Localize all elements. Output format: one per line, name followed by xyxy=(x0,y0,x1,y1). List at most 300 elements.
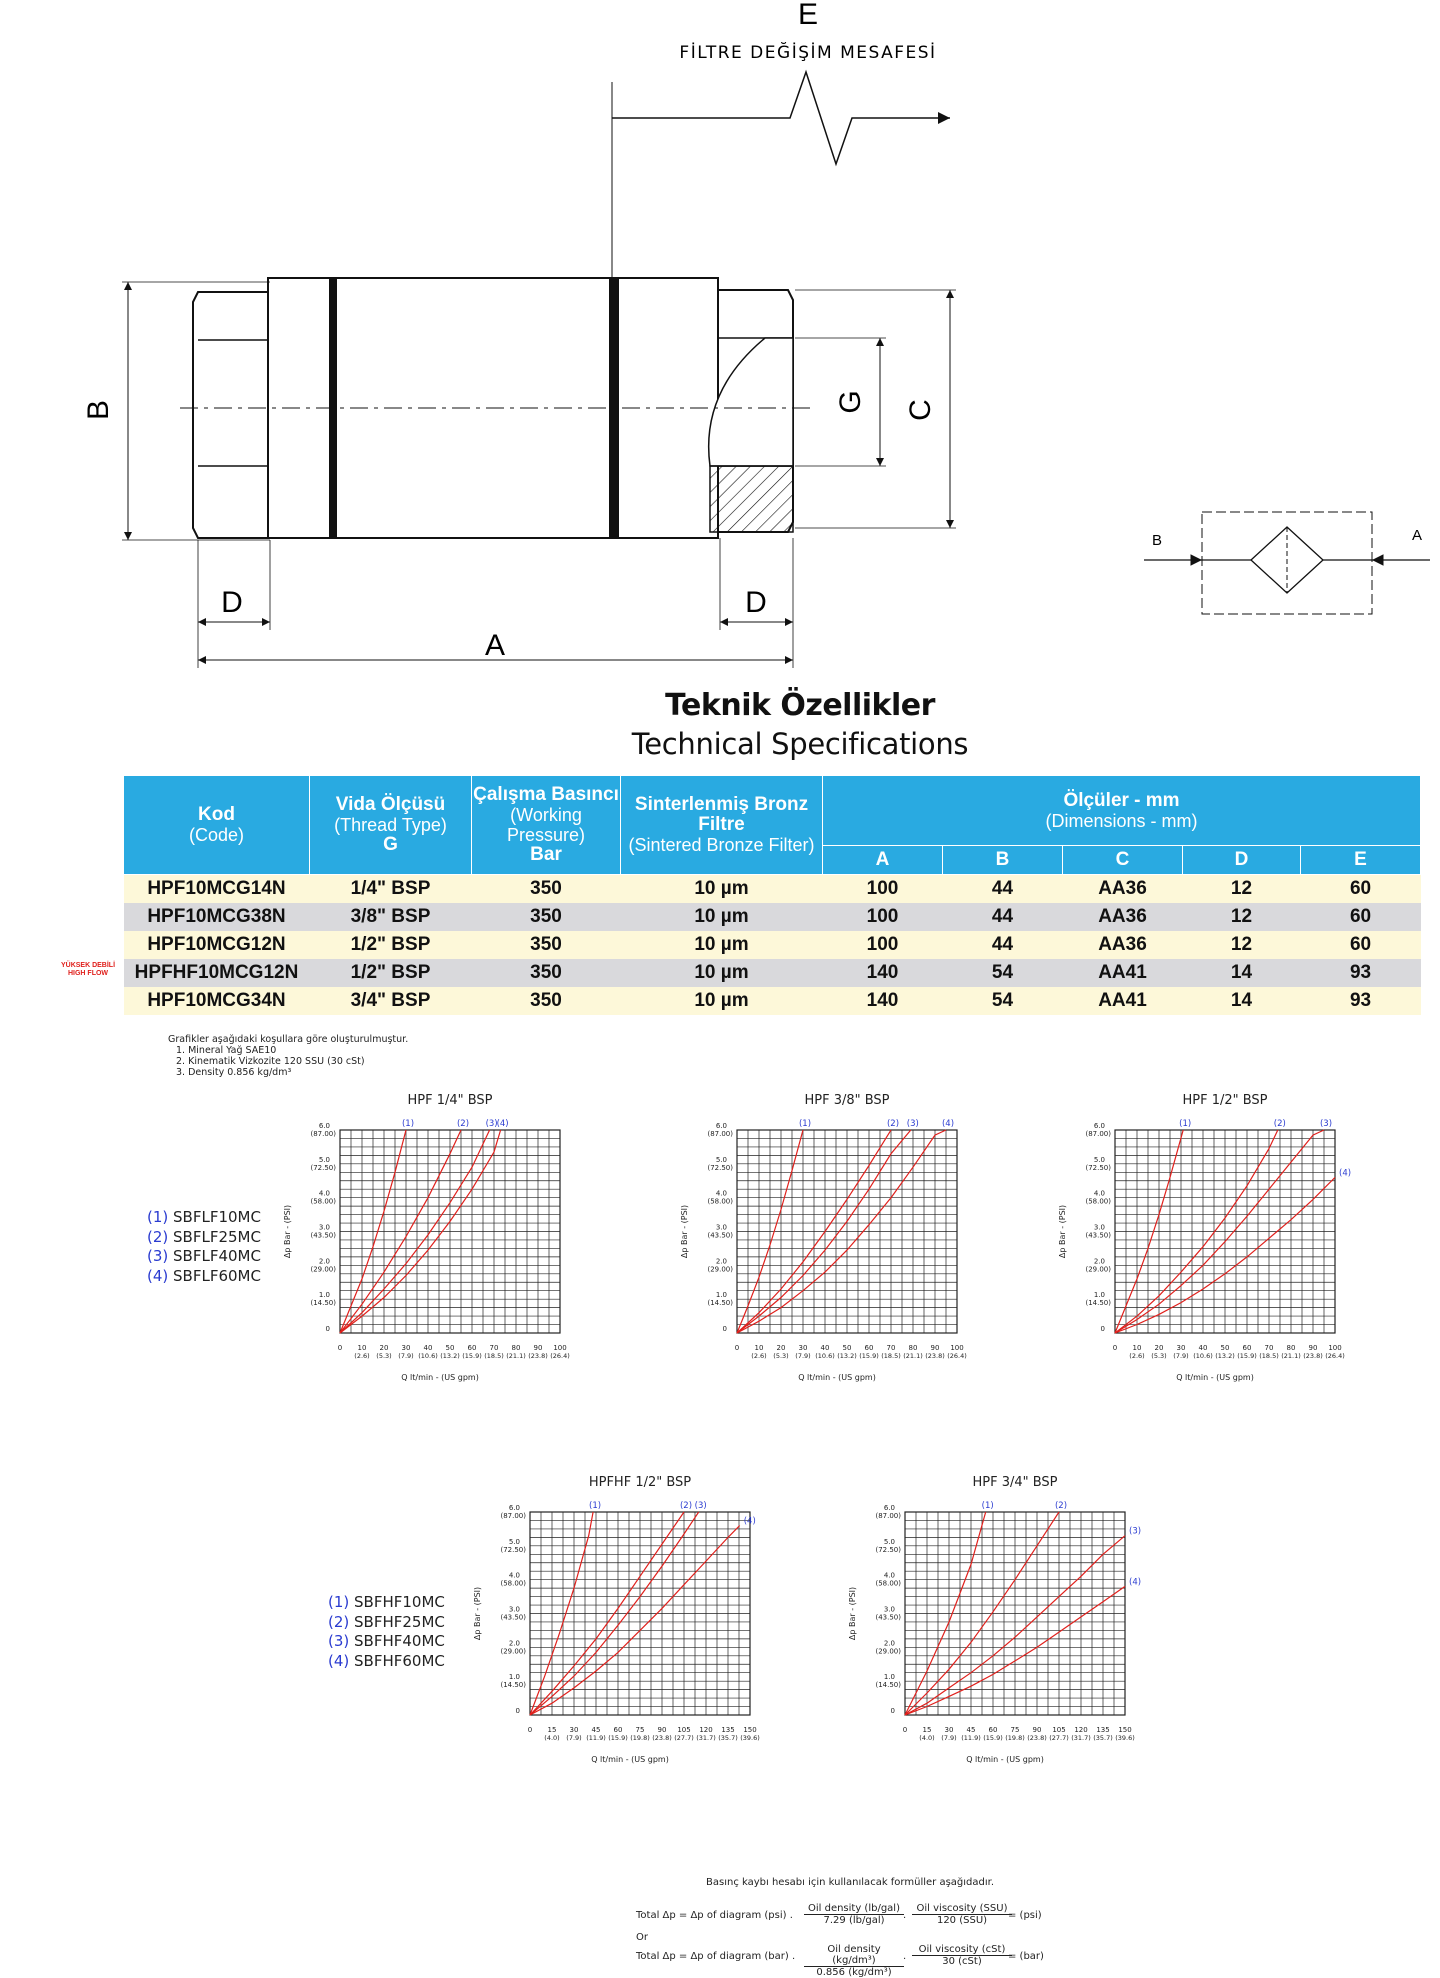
series-label: (2) xyxy=(1273,1119,1286,1129)
y-tick-label: 3.0 xyxy=(508,1605,520,1614)
chart-grid xyxy=(737,1130,957,1333)
cell-b: 44 xyxy=(943,875,1063,904)
cell-filter: 10 µm xyxy=(621,875,823,904)
cell-code: HPF10MCG14N xyxy=(124,875,310,904)
chart-title: HPF 1/2" BSP xyxy=(1182,1093,1268,1108)
x-tick-label: 30 xyxy=(798,1344,808,1352)
cell-d: 14 xyxy=(1183,959,1301,987)
y-tick-sublabel: (14.50) xyxy=(707,1299,733,1308)
formula-line2-suffix: = (bar) xyxy=(1008,1951,1044,1962)
x-tick-sublabel: (21.1) xyxy=(506,1352,526,1360)
formula-line1-frac1: Oil density (lb/gal) 7.29 (lb/gal) xyxy=(804,1903,904,1926)
cell-e: 60 xyxy=(1301,931,1421,959)
title-turkish: Teknik Özellikler xyxy=(665,688,935,723)
x-tick-sublabel: (2.6) xyxy=(1129,1352,1145,1360)
series-label: (3) xyxy=(694,1501,707,1511)
series-label: (4) xyxy=(941,1119,955,1129)
x-tick-sublabel: (15.9) xyxy=(983,1734,1003,1742)
x-tick-label: 10 xyxy=(357,1344,367,1352)
legend-item: (1) SBFHF10MC xyxy=(328,1593,445,1611)
x-tick-label: 0 xyxy=(1112,1344,1118,1352)
x-tick-sublabel: (35.7) xyxy=(718,1734,738,1742)
cell-filter: 10 µm xyxy=(621,987,823,1015)
x-tick-label: 70 xyxy=(886,1344,896,1352)
x-tick-sublabel: (39.6) xyxy=(1115,1734,1135,1742)
b-dimension-label: B xyxy=(82,399,115,421)
y-tick-sublabel: (58.00) xyxy=(1085,1197,1111,1206)
x-tick-label: 80 xyxy=(1286,1344,1296,1352)
y-tick-sublabel: (87.00) xyxy=(875,1512,901,1520)
x-tick-sublabel: (2.6) xyxy=(751,1352,767,1360)
x-tick-sublabel: (13.2) xyxy=(1215,1352,1235,1360)
y-tick-label: 4.0 xyxy=(1093,1189,1105,1198)
formula-line1-prefix: Total Δp = Δp of diagram (psi) . xyxy=(636,1910,793,1921)
cell-thread: 1/4" BSP xyxy=(310,875,472,904)
y-tick-label: 0 xyxy=(890,1707,895,1715)
chart-hpf-12 xyxy=(1045,1085,1440,1445)
x-tick-label: 0 xyxy=(902,1726,908,1734)
x-tick-label: 60 xyxy=(864,1344,874,1352)
x-tick-sublabel: (11.9) xyxy=(961,1734,981,1742)
x-tick-label: 90 xyxy=(1308,1344,1318,1352)
series-label: (1) xyxy=(1179,1119,1192,1129)
y-axis-label: Δp Bar - (PSI) xyxy=(848,1586,857,1641)
filter-symbol xyxy=(1130,500,1430,630)
y-tick-sublabel: (14.50) xyxy=(310,1299,336,1308)
x-tick-sublabel: (7.9) xyxy=(795,1352,811,1360)
y-tick-label: 1.0 xyxy=(1093,1291,1105,1300)
header-thread: Vida Ölçüsü (Thread Type) G xyxy=(310,776,472,875)
x-tick-label: 50 xyxy=(1220,1344,1230,1352)
y-tick-label: 0 xyxy=(325,1325,330,1333)
y-tick-label: 1.0 xyxy=(715,1291,727,1300)
spec-table xyxy=(123,775,1421,1015)
formula-line1-dot: . xyxy=(903,1910,907,1921)
x-tick-label: 90 xyxy=(930,1344,940,1352)
cell-a: 140 xyxy=(823,959,943,987)
x-tick-label: 45 xyxy=(591,1726,601,1734)
x-tick-label: 70 xyxy=(1264,1344,1274,1352)
y-axis-label: Δp Bar - (PSI) xyxy=(680,1204,689,1259)
series-label: (3) xyxy=(906,1119,919,1129)
y-tick-sublabel: (87.00) xyxy=(707,1130,733,1138)
cell-filter: 10 µm xyxy=(621,903,823,931)
chart-grid xyxy=(530,1512,750,1715)
x-tick-sublabel: (4.0) xyxy=(544,1734,560,1742)
cell-code: HPF10MCG34N xyxy=(124,987,310,1015)
g-dimension-label: G xyxy=(834,390,867,414)
x-tick-sublabel: (23.8) xyxy=(925,1352,945,1360)
port-a-label: A xyxy=(1412,527,1423,544)
x-tick-label: 150 xyxy=(743,1726,757,1734)
cell-d: 12 xyxy=(1183,931,1301,959)
x-tick-label: 30 xyxy=(1176,1344,1186,1352)
x-tick-sublabel: (21.1) xyxy=(1281,1352,1301,1360)
formula-line2-frac1: Oil density (kg/dm³) 0.856 (kg/dm³) xyxy=(804,1944,904,1978)
x-tick-sublabel: (15.9) xyxy=(859,1352,879,1360)
cell-pressure: 350 xyxy=(472,959,621,987)
y-tick-label: 0 xyxy=(722,1325,727,1333)
x-tick-sublabel: (5.3) xyxy=(376,1352,392,1360)
table-row xyxy=(124,875,1421,904)
x-tick-label: 0 xyxy=(734,1344,740,1352)
y-tick-label: 2.0 xyxy=(715,1257,727,1266)
cell-b: 54 xyxy=(943,959,1063,987)
x-tick-label: 60 xyxy=(467,1344,477,1352)
cell-code: HPF10MCG12N xyxy=(124,931,310,959)
cell-pressure: 350 xyxy=(472,931,621,959)
table-row xyxy=(124,903,1421,931)
y-tick-label: 2.0 xyxy=(508,1639,520,1648)
x-tick-label: 60 xyxy=(988,1726,998,1734)
cell-filter: 10 µm xyxy=(621,931,823,959)
x-tick-sublabel: (15.9) xyxy=(1237,1352,1257,1360)
cell-thread: 1/2" BSP xyxy=(310,959,472,987)
y-tick-label: 4.0 xyxy=(508,1571,520,1580)
y-tick-label: 3.0 xyxy=(1093,1223,1105,1232)
x-tick-sublabel: (31.7) xyxy=(696,1734,716,1742)
y-axis-label: Δp Bar - (PSI) xyxy=(283,1204,292,1259)
header-col-a: A xyxy=(823,846,943,875)
x-tick-label: 135 xyxy=(721,1726,735,1734)
y-tick-label: 5.0 xyxy=(883,1537,895,1546)
y-tick-label: 5.0 xyxy=(715,1155,727,1164)
x-tick-sublabel: (26.4) xyxy=(947,1352,967,1360)
c-dimension-label: C xyxy=(904,399,937,421)
x-tick-label: 30 xyxy=(944,1726,954,1734)
cell-d: 12 xyxy=(1183,875,1301,904)
x-tick-sublabel: (4.0) xyxy=(919,1734,935,1742)
y-tick-sublabel: (43.50) xyxy=(707,1231,733,1240)
header-code: Kod (Code) xyxy=(124,776,310,875)
y-tick-sublabel: (72.50) xyxy=(500,1545,526,1554)
series-label: (2) xyxy=(886,1119,900,1129)
cell-e: 93 xyxy=(1301,987,1421,1015)
x-tick-label: 120 xyxy=(1074,1726,1088,1734)
x-axis-label: Q lt/min - (US gpm) xyxy=(798,1373,876,1382)
x-tick-sublabel: (18.5) xyxy=(1259,1352,1279,1360)
x-tick-sublabel: (2.6) xyxy=(354,1352,370,1360)
x-tick-label: 10 xyxy=(754,1344,764,1352)
header-filter: Sinterlenmiş Bronz Filtre (Sintered Bronze Filter) xyxy=(621,776,823,875)
x-tick-sublabel: (10.6) xyxy=(1193,1352,1213,1360)
series-label: (2) xyxy=(456,1119,470,1129)
x-tick-label: 135 xyxy=(1096,1726,1110,1734)
chart-hpfhf-12 xyxy=(460,1467,840,1827)
y-tick-label: 1.0 xyxy=(508,1673,520,1682)
x-tick-label: 150 xyxy=(1118,1726,1132,1734)
legend-item: (4) SBFHF60MC xyxy=(328,1651,445,1670)
high-flow-note: YÜKSEK DEBİLİ HIGH FLOW xyxy=(60,962,116,977)
cell-a: 100 xyxy=(823,931,943,959)
chart-title: HPF 3/4" BSP xyxy=(972,1475,1058,1490)
series-label: (3) xyxy=(1319,1119,1333,1129)
x-tick-sublabel: (7.9) xyxy=(941,1734,957,1742)
x-tick-sublabel: (23.8) xyxy=(652,1734,672,1742)
header-col-d: D xyxy=(1183,846,1301,875)
series-label: (3) xyxy=(485,1119,498,1129)
x-tick-label: 75 xyxy=(1010,1726,1020,1734)
x-axis-label: Q lt/min - (US gpm) xyxy=(401,1373,479,1382)
cell-code: HPF10MCG38N xyxy=(124,903,310,931)
y-tick-sublabel: (43.50) xyxy=(310,1231,336,1240)
zigzag-dimension-line xyxy=(612,72,950,164)
x-tick-label: 90 xyxy=(1032,1726,1042,1734)
cell-e: 60 xyxy=(1301,903,1421,931)
cell-thread: 1/2" BSP xyxy=(310,931,472,959)
cell-c: AA41 xyxy=(1063,959,1183,987)
x-tick-sublabel: (5.3) xyxy=(1151,1352,1167,1360)
y-tick-sublabel: (29.00) xyxy=(875,1647,901,1656)
formula-intro: Basınç kaybı hesabı için kullanılacak formüller aşağıdadır. xyxy=(706,1877,995,1888)
x-tick-label: 0 xyxy=(527,1726,533,1734)
legend-item: (3) SBFLF40MC xyxy=(147,1247,261,1265)
series-label: (2) xyxy=(679,1501,693,1511)
x-tick-label: 0 xyxy=(337,1344,343,1352)
cell-e: 60 xyxy=(1301,875,1421,904)
series-label: (1) xyxy=(798,1119,812,1129)
series-label: (1) xyxy=(401,1119,415,1129)
series-label: (3) xyxy=(1129,1526,1142,1537)
cell-pressure: 350 xyxy=(472,903,621,931)
y-tick-label: 6.0 xyxy=(318,1122,330,1130)
cell-code: HPFHF10MCG12N xyxy=(124,959,310,987)
x-tick-label: 50 xyxy=(445,1344,455,1352)
formula-line1-frac2: Oil viscosity (SSU) 120 (SSU) xyxy=(912,1903,1012,1926)
chart-grid xyxy=(1115,1130,1335,1333)
x-tick-sublabel: (10.6) xyxy=(815,1352,835,1360)
x-tick-sublabel: (19.8) xyxy=(1005,1734,1025,1742)
x-tick-sublabel: (39.6) xyxy=(740,1734,760,1742)
y-tick-label: 5.0 xyxy=(508,1537,520,1546)
header-dimensions: Ölçüler - mm (Dimensions - mm) xyxy=(823,776,1421,846)
table-row xyxy=(124,987,1421,1015)
x-tick-label: 10 xyxy=(1132,1344,1142,1352)
series-label: (2) xyxy=(1054,1501,1068,1511)
cell-e: 93 xyxy=(1301,959,1421,987)
x-tick-sublabel: (11.9) xyxy=(586,1734,606,1742)
y-tick-label: 6.0 xyxy=(508,1504,520,1512)
y-tick-sublabel: (58.00) xyxy=(310,1197,336,1206)
y-tick-label: 2.0 xyxy=(883,1639,895,1648)
cell-pressure: 350 xyxy=(472,875,621,904)
d-right-dimension-label: D xyxy=(745,586,767,619)
chart-title: HPF 1/4" BSP xyxy=(407,1093,493,1108)
y-tick-sublabel: (14.50) xyxy=(875,1681,901,1690)
x-tick-sublabel: (18.5) xyxy=(881,1352,901,1360)
cell-a: 100 xyxy=(823,875,943,904)
x-tick-label: 90 xyxy=(533,1344,543,1352)
y-tick-sublabel: (43.50) xyxy=(1085,1231,1111,1240)
x-tick-sublabel: (21.1) xyxy=(903,1352,923,1360)
formula-or: Or xyxy=(636,1932,648,1943)
x-tick-label: 90 xyxy=(657,1726,667,1734)
formula-line2-prefix: Total Δp = Δp of diagram (bar) . xyxy=(636,1951,796,1962)
cell-c: AA36 xyxy=(1063,903,1183,931)
x-tick-label: 105 xyxy=(677,1726,691,1734)
series-label: (4) xyxy=(1129,1577,1142,1588)
cell-b: 44 xyxy=(943,931,1063,959)
filter-change-caption: FİLTRE DEĞİŞİM MESAFESİ xyxy=(679,43,937,63)
y-tick-sublabel: (72.50) xyxy=(707,1163,733,1172)
y-tick-label: 2.0 xyxy=(318,1257,330,1266)
y-tick-sublabel: (14.50) xyxy=(500,1681,526,1690)
x-tick-label: 75 xyxy=(635,1726,645,1734)
cell-c: AA36 xyxy=(1063,875,1183,904)
y-tick-label: 0 xyxy=(1100,1325,1105,1333)
cell-a: 100 xyxy=(823,903,943,931)
y-tick-label: 1.0 xyxy=(883,1673,895,1682)
y-tick-sublabel: (72.50) xyxy=(310,1163,336,1172)
legend-lf xyxy=(147,1208,261,1286)
x-tick-label: 80 xyxy=(511,1344,521,1352)
title-english: Technical Specifications xyxy=(631,727,969,761)
x-tick-label: 120 xyxy=(699,1726,713,1734)
y-tick-label: 3.0 xyxy=(715,1223,727,1232)
chart-title: HPFHF 1/2" BSP xyxy=(588,1475,692,1490)
y-tick-sublabel: (29.00) xyxy=(310,1265,336,1274)
chart-grid xyxy=(905,1512,1125,1715)
y-tick-sublabel: (87.00) xyxy=(500,1512,526,1520)
header-col-c: C xyxy=(1063,846,1183,875)
x-tick-label: 70 xyxy=(489,1344,499,1352)
x-tick-label: 105 xyxy=(1052,1726,1066,1734)
x-tick-label: 100 xyxy=(553,1344,567,1352)
series-label: (1) xyxy=(981,1501,994,1511)
x-tick-sublabel: (35.7) xyxy=(1093,1734,1113,1742)
x-tick-sublabel: (13.2) xyxy=(837,1352,857,1360)
formula-line1-suffix: = (psi) xyxy=(1008,1910,1042,1921)
x-tick-label: 20 xyxy=(776,1344,786,1352)
x-tick-sublabel: (7.9) xyxy=(1173,1352,1189,1360)
series-label: (4) xyxy=(743,1516,756,1527)
d-left-dimension-label: D xyxy=(221,586,243,619)
cell-c: AA41 xyxy=(1063,987,1183,1015)
y-axis-label: Δp Bar - (PSI) xyxy=(1058,1204,1067,1259)
y-tick-sublabel: (29.00) xyxy=(500,1647,526,1656)
x-tick-sublabel: (27.7) xyxy=(1049,1734,1069,1742)
series-label: (1) xyxy=(589,1501,602,1511)
legend-item: (2) SBFLF25MC xyxy=(147,1227,261,1246)
x-tick-label: 60 xyxy=(613,1726,623,1734)
x-axis-label: Q lt/min - (US gpm) xyxy=(1176,1373,1254,1382)
x-tick-label: 40 xyxy=(1198,1344,1208,1352)
y-tick-label: 4.0 xyxy=(715,1189,727,1198)
cell-filter: 10 µm xyxy=(621,959,823,987)
formula-line2-dot: . xyxy=(903,1951,907,1962)
legend-item: (4) SBFLF60MC xyxy=(147,1266,261,1285)
formula-line2-frac2: Oil viscosity (cSt) 30 (cSt) xyxy=(912,1944,1012,1967)
x-tick-sublabel: (5.3) xyxy=(773,1352,789,1360)
legend-item: (1) SBFLF10MC xyxy=(147,1208,261,1226)
x-tick-label: 80 xyxy=(908,1344,918,1352)
y-tick-label: 4.0 xyxy=(318,1189,330,1198)
chart-hpf-34 xyxy=(835,1467,1230,1827)
x-tick-label: 50 xyxy=(842,1344,852,1352)
x-tick-sublabel: (26.4) xyxy=(550,1352,570,1360)
cell-pressure: 350 xyxy=(472,987,621,1015)
y-tick-sublabel: (43.50) xyxy=(875,1613,901,1622)
cell-thread: 3/8" BSP xyxy=(310,903,472,931)
y-tick-sublabel: (87.00) xyxy=(1085,1130,1111,1138)
table-row xyxy=(124,931,1421,959)
y-tick-sublabel: (29.00) xyxy=(1085,1265,1111,1274)
header-pressure: Çalışma Basıncı (Working Pressure) Bar xyxy=(472,776,621,875)
x-tick-label: 20 xyxy=(379,1344,389,1352)
x-tick-sublabel: (23.8) xyxy=(528,1352,548,1360)
y-tick-label: 2.0 xyxy=(1093,1257,1105,1266)
x-tick-sublabel: (23.8) xyxy=(1027,1734,1047,1742)
y-tick-label: 6.0 xyxy=(1093,1122,1105,1130)
port-b-label: B xyxy=(1152,532,1163,549)
y-tick-label: 6.0 xyxy=(715,1122,727,1130)
x-tick-label: 60 xyxy=(1242,1344,1252,1352)
chart-title: HPF 3/8" BSP xyxy=(804,1093,890,1108)
x-tick-sublabel: (7.9) xyxy=(566,1734,582,1742)
series-label: (4) xyxy=(496,1119,509,1129)
legend-hf xyxy=(328,1593,445,1671)
cell-thread: 3/4" BSP xyxy=(310,987,472,1015)
series-label: (4) xyxy=(1339,1168,1352,1179)
x-tick-sublabel: (15.9) xyxy=(462,1352,482,1360)
x-tick-label: 15 xyxy=(547,1726,557,1734)
x-tick-label: 20 xyxy=(1154,1344,1164,1352)
x-tick-label: 100 xyxy=(950,1344,964,1352)
cell-b: 54 xyxy=(943,987,1063,1015)
x-tick-label: 15 xyxy=(922,1726,932,1734)
header-col-b: B xyxy=(943,846,1063,875)
chart-hpf-38 xyxy=(667,1085,1047,1445)
x-tick-label: 45 xyxy=(966,1726,976,1734)
y-axis-label: Δp Bar - (PSI) xyxy=(473,1586,482,1641)
x-tick-sublabel: (19.8) xyxy=(630,1734,650,1742)
x-tick-sublabel: (13.2) xyxy=(440,1352,460,1360)
cell-d: 12 xyxy=(1183,903,1301,931)
y-tick-sublabel: (72.50) xyxy=(1085,1163,1111,1172)
y-tick-sublabel: (58.00) xyxy=(875,1579,901,1588)
y-tick-label: 0 xyxy=(515,1707,520,1715)
y-tick-sublabel: (87.00) xyxy=(310,1130,336,1138)
y-tick-label: 5.0 xyxy=(1093,1155,1105,1164)
y-tick-sublabel: (58.00) xyxy=(707,1197,733,1206)
y-tick-label: 4.0 xyxy=(883,1571,895,1580)
y-tick-label: 3.0 xyxy=(318,1223,330,1232)
x-tick-sublabel: (31.7) xyxy=(1071,1734,1091,1742)
x-tick-label: 30 xyxy=(569,1726,579,1734)
series-line xyxy=(530,1526,740,1716)
y-tick-sublabel: (72.50) xyxy=(875,1545,901,1554)
x-axis-label: Q lt/min - (US gpm) xyxy=(591,1755,669,1764)
x-tick-sublabel: (23.8) xyxy=(1303,1352,1323,1360)
y-tick-label: 3.0 xyxy=(883,1605,895,1614)
y-tick-sublabel: (14.50) xyxy=(1085,1299,1111,1308)
x-tick-label: 40 xyxy=(820,1344,830,1352)
legend-item: (2) SBFHF25MC xyxy=(328,1612,445,1631)
x-tick-sublabel: (26.4) xyxy=(1325,1352,1345,1360)
x-tick-label: 100 xyxy=(1328,1344,1342,1352)
y-tick-sublabel: (43.50) xyxy=(500,1613,526,1622)
chart-grid xyxy=(340,1130,560,1333)
table-row xyxy=(124,959,1421,987)
y-tick-sublabel: (29.00) xyxy=(707,1265,733,1274)
header-col-e: E xyxy=(1301,846,1421,875)
chart-hpf-14 xyxy=(270,1085,650,1445)
x-tick-sublabel: (27.7) xyxy=(674,1734,694,1742)
cell-c: AA36 xyxy=(1063,931,1183,959)
x-tick-label: 40 xyxy=(423,1344,433,1352)
e-label: E xyxy=(797,0,819,31)
x-axis-label: Q lt/min - (US gpm) xyxy=(966,1755,1044,1764)
